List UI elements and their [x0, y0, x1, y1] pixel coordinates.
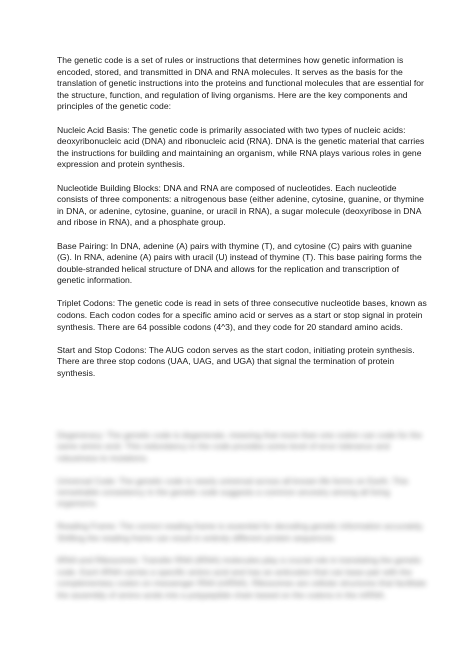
blurred-paragraph-trna-ribosomes: tRNA and Ribosomes: Transfer RNA (tRNA) molecules play a crucial role in translating the genetic code. Each tRNA carries a specific amino acid and has an anticodon that can base pair with the complementary codon on messenger RNA (mRNA). Ribosomes are cellular structures that facilitate the assembly of amino acids into a polypeptide chain based on the codons in the mRNA. — [57, 555, 427, 600]
paragraph-start-stop-codons: Start and Stop Codons: The AUG codon serves as the start codon, initiating protein synthesis. There are three stop codons (UAA, UAG, and UGA) that signal the termination of protein synthesis. — [57, 344, 415, 379]
paragraph-nucleotide-building-blocks: Nucleotide Building Blocks: DNA and RNA are composed of nucleotides. Each nucleotide consists of three components: a nitrogenous base (either adenine, cytosine, guanine, or thymine in DNA, or adenine, cytosine, guanine, or uracil in RNA), a sugar molecule (deoxyribose in DNA and ribose in RNA), and a phosphate group. — [57, 182, 424, 228]
blurred-paragraph-universal-code: Universal Code: The genetic code is nearly universal across all known life forms on Earth. This remarkable consistency in the genetic code suggests a common ancestry among all living organisms. — [57, 475, 409, 509]
paragraph-intro: The genetic code is a set of rules or instructions that determines how genetic information is encoded, stored, and transmitted in DNA and RNA molecules. It serves as the basis for the translation of genetic instructions into the proteins and functional molecules that are essential for the structure, function, and regulation of living organisms. Here are the key components and principles of the genetic code: — [57, 55, 424, 112]
blurred-paragraph-degeneracy: Degeneracy: The genetic code is degenerate, meaning that more than one codon can code for the same amino acid. This redundancy in the code provides some level of error tolerance and robustness to mutations. — [57, 430, 422, 463]
blurred-paragraph-reading-frame: Reading Frame: The correct reading frame is essential for decoding genetic information accurately. Shifting the reading frame can result in entirely different protein sequences. — [57, 521, 425, 543]
blurred-preview-section — [57, 430, 427, 612]
paragraph-nucleic-acid-basis: Nucleic Acid Basis: The genetic code is primarily associated with two types of nucleic acids: deoxyribonucleic acid (DNA) and ribonucleic acid (RNA). DNA is the genetic material that carries the instructions for building and maintaining an organism, while RNA plays various roles in gene expression and protein synthesis. — [57, 124, 425, 170]
document-body — [57, 55, 427, 391]
paragraph-triplet-codons: Triplet Codons: The genetic code is read in sets of three consecutive nucleotide bases, known as codons. Each codon codes for a specific amino acid or serves as a start or stop signal in protein synthesis. There are 64 possible codons (4^3), and they code for 20 standard amino acids. — [57, 298, 427, 332]
paragraph-base-pairing: Base Pairing: In DNA, adenine (A) pairs with thymine (T), and cytosine (C) pairs with guanine (G). In RNA, adenine (A) pairs with uracil (U) instead of thymine (T). This base pairing forms the double-stranded helical structure of DNA and allows for the replication and transcription of genetic information. — [57, 240, 422, 286]
